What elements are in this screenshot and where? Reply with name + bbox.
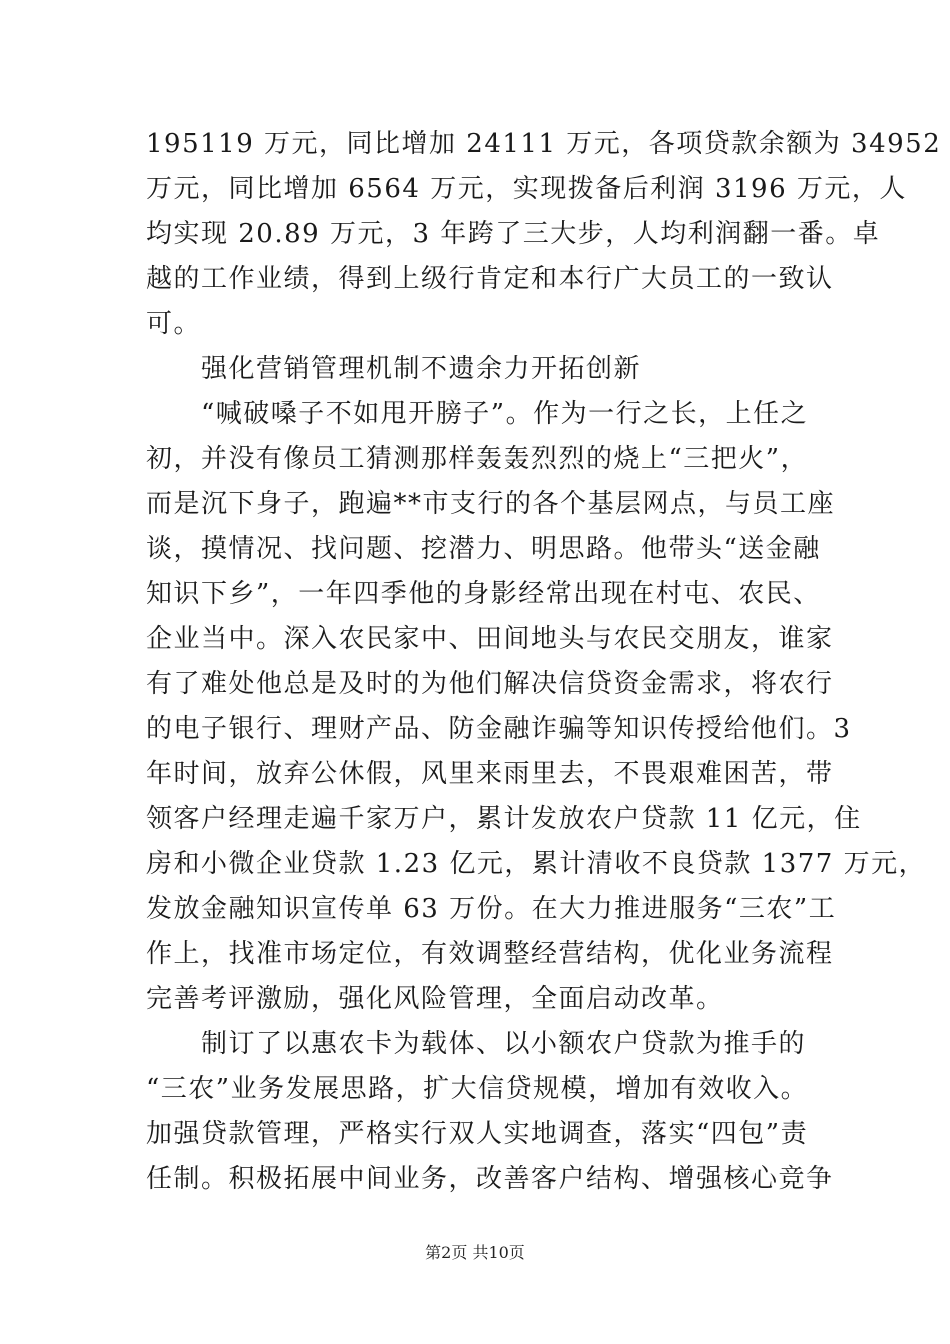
text-line: 年时间，放弃公休假，风里来雨里去，不畏艰难困苦，带 [146,759,834,789]
text-line: 越的工作业绩，得到上级行肯定和本行广大员工的一致认 [146,264,834,294]
text-line: “三农”业务发展思路，扩大信贷规模，增加有效收入。 [146,1074,809,1104]
text-line: 企业当中。深入农民家中、田间地头与农民交朋友，谁家 [146,624,834,654]
text-line: 完善考评激励，强化风险管理，全面启动改革。 [146,984,724,1014]
text-line: 可。 [146,309,202,339]
text-line: 任制。积极拓展中间业务，改善客户结构、增强核心竞争 [146,1164,834,1194]
text-line: 的电子银行、理财产品、防金融诈骗等知识传授给他们。3 [146,714,852,744]
text-line: 作上，找准市场定位，有效调整经营结构，优化业务流程 [146,939,834,969]
text-line: 房和小微企业贷款 1.23 亿元，累计清收不良贷款 1377 万元， [146,849,927,879]
text-line: 万元，同比增加 6564 万元，实现拨备后利润 3196 万元，人 [146,174,907,204]
text-line: 谈，摸情况、找问题、挖潜力、明思路。他带头“送金融 [146,534,821,564]
text-line: 有了难处他总是及时的为他们解决信贷资金需求，将农行 [146,669,834,699]
text-line: 均实现 20.89 万元，3 年跨了三大步，人均利润翻一番。卓 [146,219,881,249]
text-line: “喊破嗓子不如甩开膀子”。作为一行之长，上任之 [146,399,809,429]
text-line: 而是沉下身子，跑遍**市支行的各个基层网点，与员工座 [146,489,836,519]
text-line: 领客户经理走遍千家万户，累计发放农户贷款 11 亿元，住 [146,804,862,834]
page-number-footer: 第2页 共10页 [425,1243,525,1262]
text-line: 195119 万元，同比增加 24111 万元，各项贷款余额为 34952 [146,129,942,159]
text-line: 知识下乡”，一年四季他的身影经常出现在村屯、农民、 [146,579,821,609]
text-line: 加强贷款管理，严格实行双人实地调查，落实“四包”责 [146,1119,809,1149]
text-line: 发放金融知识宣传单 63 万份。在大力推进服务“三农”工 [146,894,837,924]
text-line: 初，并没有像员工猜测那样轰轰烈烈的烧上“三把火”， [146,444,809,474]
text-line: 制订了以惠农卡为载体、以小额农户贷款为推手的 [146,1029,807,1059]
section-heading: 强化营销管理机制不遗余力开拓创新 [146,354,642,384]
